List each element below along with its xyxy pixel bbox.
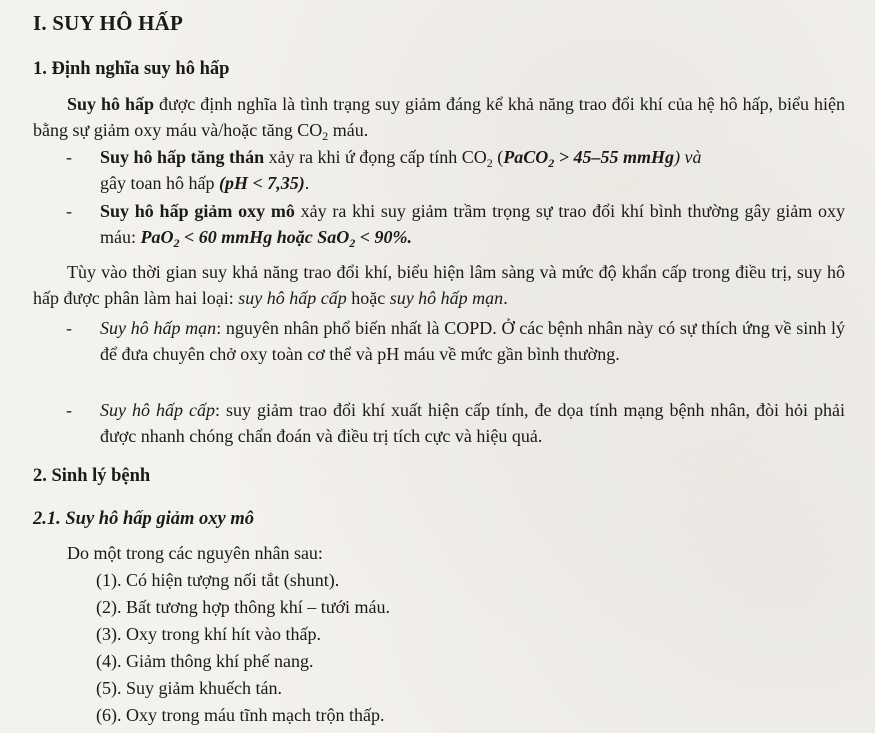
list-item: (5). Suy giảm khuếch tán. <box>96 678 282 698</box>
formula-ph: (pH < 7,35) <box>218 173 305 193</box>
bullet-text: xảy ra khi ứ đọng cấp tính CO <box>264 147 487 167</box>
bullet-dash: - <box>66 318 72 338</box>
section-title: I. SUY HÔ HẤP <box>33 11 183 35</box>
bullet-text: : suy giảm trao đổi khí xuất hiện cấp tính, đe dọa tính mạng bệnh nhân, đòi hỏi phải được nhanh chóng chẩn đoán và điều trị tích cực và hiệu quả. <box>100 400 845 446</box>
formula-text: PaCO <box>503 147 549 167</box>
subscript: 2 <box>548 156 555 170</box>
term-hypercapnic: Suy hô hấp tăng thán <box>100 147 265 167</box>
heading-hypoxemic-subsection: 2.1. Suy hô hấp giảm oxy mô <box>33 509 254 529</box>
bullet-text: . <box>304 173 310 193</box>
bullet-dash: - <box>66 201 72 221</box>
term-hypoxemic: Suy hô hấp giảm oxy mô <box>100 201 295 221</box>
bullet-hypoxemic <box>66 198 845 250</box>
formula-text: > 45–55 mmHg <box>554 147 675 167</box>
heading-pathophysiology: 2. Sinh lý bệnh <box>33 466 151 486</box>
list-item: (4). Giảm thông khí phế nang. <box>96 651 314 671</box>
formula-text: PaO <box>140 227 174 247</box>
term-suy-ho-hap: Suy hô hấp <box>67 94 154 114</box>
list-item: (2). Bất tương hợp thông khí – tưới máu. <box>96 597 391 617</box>
bullet-text: ( <box>492 147 504 167</box>
subscript: 2 <box>349 236 356 250</box>
classification-text: hoặc <box>346 288 390 308</box>
term-chronic-failure: Suy hô hấp mạn <box>100 318 217 338</box>
causes-intro: Do một trong các nguyên nhân sau: <box>67 543 323 563</box>
bullet-acute <box>66 397 845 449</box>
formula-pao2 <box>140 227 413 250</box>
paragraph-definition <box>33 91 845 143</box>
term-acute: suy hô hấp cấp <box>238 288 347 308</box>
bullet-text: xảy ra khi suy giảm trầm trọng sự trao đổi khí bình thường gây giảm oxy máu: <box>100 201 845 247</box>
list-item: (1). Có hiện tượng nối tắt (shunt). <box>96 570 340 590</box>
causes-list <box>66 567 390 729</box>
subscript: 2 <box>173 236 180 250</box>
subscript: 2 <box>322 129 329 143</box>
formula-text: < 90%. <box>355 227 413 247</box>
formula-text: < 60 mmHg hoặc SaO <box>179 227 350 247</box>
bullet-text: : nguyên nhân phổ biến nhất là COPD. Ở các bệnh nhân này có sự thích ứng về sinh lý để đưa chuyên chở oxy toàn cơ thể và pH máu về mức gần bình thường. <box>100 318 845 364</box>
formula-paco2 <box>503 147 675 170</box>
bullet-dash: - <box>66 147 72 167</box>
bullet-text: gây toan hô hấp <box>100 173 219 193</box>
term-chronic: suy hô hấp mạn <box>389 288 504 308</box>
definition-text: được định nghĩa là tình trạng suy giảm đáng kể khả năng trao đổi khí của hệ hô hấp, biểu hiện bằng sự giảm oxy máu và/hoặc tăng CO <box>33 94 845 140</box>
paragraph-classification <box>33 259 845 311</box>
definition-tail: máu. <box>328 120 369 140</box>
list-item: (6). Oxy trong máu tĩnh mạch trộn thấp. <box>96 705 385 725</box>
list-item: (3). Oxy trong khí hít vào thấp. <box>96 624 321 644</box>
bullet-text: ) và <box>674 147 702 167</box>
bullet-hypercapnic <box>66 144 845 196</box>
bullet-dash: - <box>66 400 72 420</box>
heading-definition: 1. Định nghĩa suy hô hấp <box>33 59 230 79</box>
subscript: 2 <box>486 156 493 170</box>
classification-text: Tùy vào thời gian suy khả năng trao đổi khí, biểu hiện lâm sàng và mức độ khẩn cấp trong điều trị, suy hô hấp được phân làm hai loại: <box>33 262 845 308</box>
classification-text: . <box>503 288 508 308</box>
term-acute-failure: Suy hô hấp cấp <box>100 400 215 420</box>
bullet-chronic <box>66 315 845 367</box>
